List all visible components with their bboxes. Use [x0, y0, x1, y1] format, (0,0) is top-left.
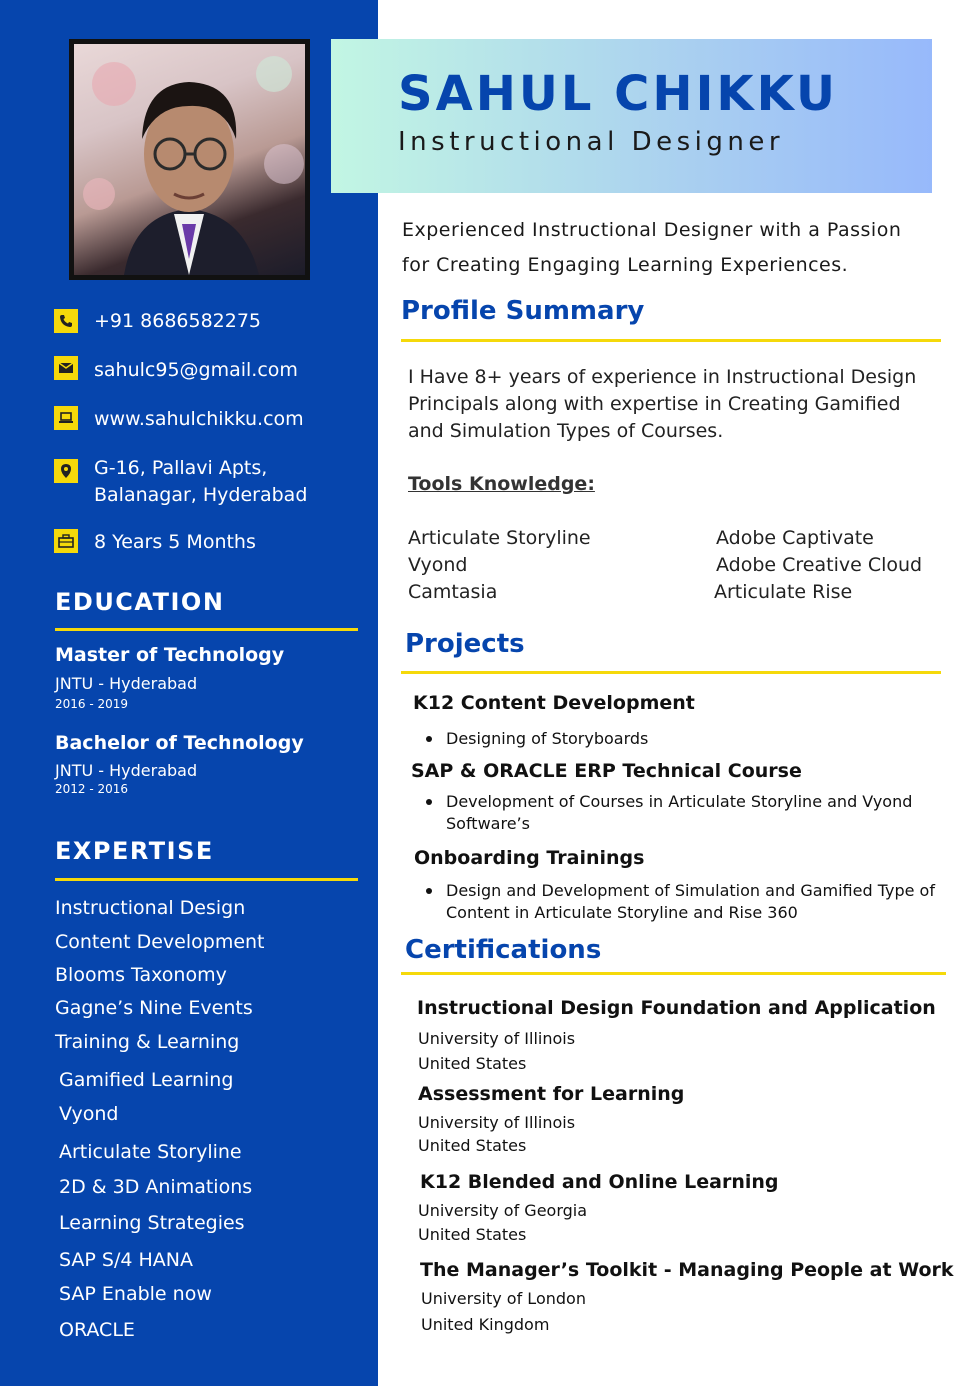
degree-years: 2012 - 2016 [55, 782, 129, 796]
tools-heading: Tools Knowledge: [408, 473, 595, 495]
experience-duration: 8 Years 5 Months [94, 531, 256, 553]
expertise-divider [55, 878, 358, 881]
certification-title: The Manager’s Toolkit - Managing People at Work [420, 1259, 954, 1281]
certifications-divider [401, 972, 946, 975]
expertise-item: Instructional Design [55, 897, 246, 919]
education-divider [55, 628, 358, 631]
certification-country: United States [418, 1225, 527, 1244]
project-bullet: Development of Courses in Articulate Storyline and Vyond Software’s [446, 791, 936, 835]
projects-heading: Projects [405, 629, 525, 659]
summary-divider [401, 339, 941, 342]
projects-divider [401, 671, 941, 674]
tool-item: Adobe Captivate [716, 527, 874, 549]
project-title: Onboarding Trainings [414, 847, 645, 869]
page-title: SAHUL CHIKKU [398, 66, 838, 122]
tagline: for Creating Engaging Learning Experiences. [402, 254, 849, 276]
tagline: Experienced Instructional Designer with a Passion [402, 219, 902, 241]
certification-school: University of Illinois [418, 1113, 576, 1132]
expertise-item: SAP Enable now [59, 1283, 212, 1305]
briefcase-icon [54, 529, 78, 553]
phone-number[interactable]: +91 8686582275 [94, 310, 262, 332]
expertise-item: Blooms Taxonomy [55, 964, 227, 986]
expertise-item: ORACLE [59, 1319, 135, 1341]
tool-item: Articulate Storyline [408, 527, 591, 549]
expertise-item: Articulate Storyline [59, 1141, 242, 1163]
project-title: SAP & ORACLE ERP Technical Course [411, 760, 802, 782]
tool-item: Adobe Creative Cloud [716, 554, 923, 576]
email-address[interactable]: sahulc95@gmail.com [94, 359, 298, 381]
address-line-2: Balanagar, Hyderabad [94, 484, 308, 506]
expertise-item: Learning Strategies [59, 1212, 245, 1234]
profile-summary-heading: Profile Summary [401, 296, 645, 326]
certification-school: University of Georgia [418, 1201, 588, 1220]
certifications-heading: Certifications [405, 935, 602, 965]
tool-item: Vyond [408, 554, 468, 576]
project-bullet: Designing of Storyboards [446, 728, 936, 750]
address-line-1: G-16, Pallavi Apts, [94, 457, 268, 479]
phone-icon [54, 309, 78, 333]
expertise-item: Content Development [55, 931, 265, 953]
expertise-item: Training & Learning [55, 1031, 240, 1053]
certification-title: K12 Blended and Online Learning [420, 1171, 779, 1193]
degree-title: Master of Technology [55, 644, 285, 666]
website-link[interactable]: www.sahulchikku.com [94, 408, 304, 430]
degree-school: JNTU - Hyderabad [55, 761, 198, 780]
degree-title: Bachelor of Technology [55, 732, 304, 754]
expertise-item: Vyond [59, 1103, 119, 1125]
location-pin-icon [54, 459, 78, 483]
expertise-item: Gamified Learning [59, 1069, 234, 1091]
summary-text: I Have 8+ years of experience in Instructional Design Principals along with expertise in Creating Gamified and Simulation Types of Courses. [408, 366, 917, 442]
expertise-heading: EXPERTISE [55, 837, 214, 865]
job-title: Instructional Designer [398, 127, 785, 157]
degree-school: JNTU - Hyderabad [55, 674, 198, 693]
education-heading: EDUCATION [55, 588, 225, 616]
certification-school: University of Illinois [418, 1029, 576, 1048]
profile-photo [69, 39, 310, 280]
certification-country: United States [418, 1054, 527, 1073]
certification-title: Instructional Design Foundation and Application [417, 997, 936, 1019]
certification-title: Assessment for Learning [418, 1083, 685, 1105]
certification-school: University of London [421, 1289, 586, 1308]
project-title: K12 Content Development [413, 692, 695, 714]
mail-icon [54, 356, 78, 380]
degree-years: 2016 - 2019 [55, 697, 129, 711]
laptop-icon [54, 406, 78, 430]
tool-item: Camtasia [408, 581, 498, 603]
project-bullet: Design and Development of Simulation and Gamified Type of Content in Articulate Storyline and Rise 360 [446, 881, 935, 922]
expertise-item: Gagne’s Nine Events [55, 997, 253, 1019]
certification-country: United Kingdom [421, 1315, 550, 1334]
expertise-item: 2D & 3D Animations [59, 1176, 253, 1198]
certification-country: United States [418, 1136, 527, 1155]
expertise-item: SAP S/4 HANA [59, 1249, 193, 1271]
tool-item: Articulate Rise [714, 581, 853, 603]
